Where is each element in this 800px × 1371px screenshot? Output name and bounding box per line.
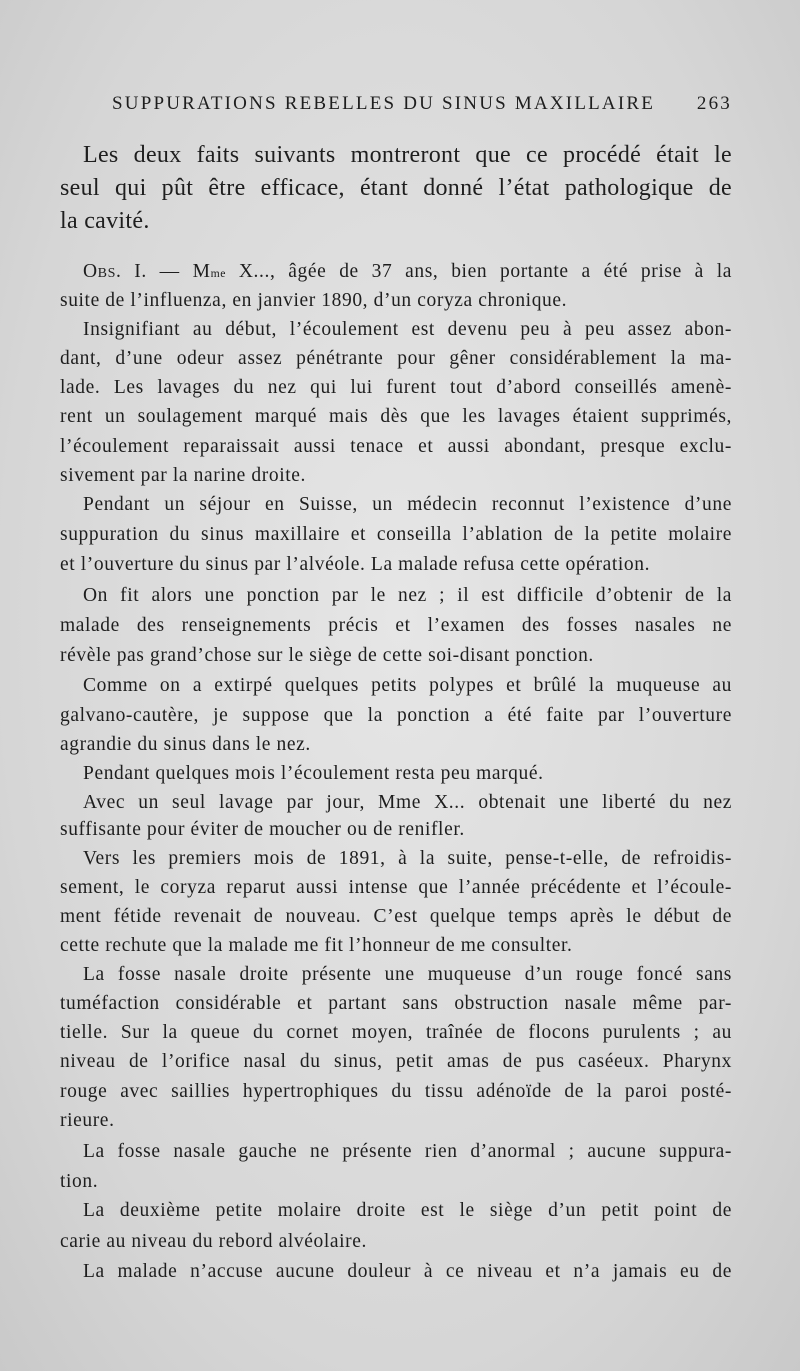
text-line: carie au niveau du rebord alvéolaire. bbox=[60, 1231, 367, 1252]
observation-line: suite de l’influenza, en janvier 1890, d’un coryza chronique. bbox=[60, 290, 568, 311]
running-header bbox=[112, 93, 732, 115]
text-line: sivement par la narine droite. bbox=[60, 465, 306, 486]
observation-first-line: X..., âgée de 37 ans, bien portante a été prise à la bbox=[226, 261, 732, 282]
text-line: Pendant un séjour en Suisse, un médecin reconnut l’existence d’une bbox=[83, 494, 732, 515]
text-line: suppuration du sinus maxillaire et conseilla l’ablation de la petite molaire bbox=[60, 524, 732, 545]
text-line: cette rechute que la malade me fit l’honneur de me consulter. bbox=[60, 935, 573, 956]
text-line: ment fétide revenait de nouveau. C’est quelque temps après le début de bbox=[60, 906, 732, 927]
text-line: suffisante pour éviter de moucher ou de renifler. bbox=[60, 819, 465, 840]
text-line: rent un soulagement marqué mais dès que les lavages étaient supprimés, bbox=[60, 406, 732, 427]
text-line: La fosse nasale droite présente une muqueuse d’un rouge foncé sans bbox=[83, 964, 732, 985]
intro-line: la cavité. bbox=[60, 208, 150, 234]
text-line: rieure. bbox=[60, 1110, 115, 1131]
text-line: tion. bbox=[60, 1171, 99, 1192]
text-line: La malade n’accuse aucune douleur à ce niveau et n’a jamais eu de bbox=[83, 1261, 732, 1282]
observation-heading bbox=[60, 262, 732, 282]
text-line: révèle pas grand’chose sur le siège de cette soi-disant ponction. bbox=[60, 645, 594, 666]
text-line: tuméfaction considérable et partant sans obstruction nasale même par- bbox=[60, 993, 732, 1014]
text-line: rouge avec saillies hypertrophiques du tissu adénoïde de la paroi posté- bbox=[60, 1081, 732, 1102]
text-line: l’écoulement reparaissait aussi tenace et aussi abondant, presque exclu- bbox=[60, 436, 732, 457]
patient-name-sup: me bbox=[210, 267, 227, 280]
text-line: Insignifiant au début, l’écoulement est devenu peu à peu assez abon- bbox=[83, 319, 732, 340]
intro-line: seul qui pût être efficace, étant donné l’état pathologique de bbox=[60, 175, 732, 201]
text-line: La fosse nasale gauche ne présente rien d’anormal ; aucune suppura- bbox=[83, 1141, 732, 1162]
text-line: et l’ouverture du sinus par l’alvéole. La malade refusa cette opération. bbox=[60, 554, 651, 575]
text-line: dant, d’une odeur assez pénétrante pour gêner considérablement la ma- bbox=[60, 348, 732, 369]
observation-label: Obs. I. — bbox=[83, 261, 180, 282]
text-line: tielle. Sur la queue du cornet moyen, traînée de flocons purulents ; au bbox=[60, 1022, 732, 1043]
text-line: malade des renseignements précis et l’examen des fosses nasales ne bbox=[60, 615, 732, 636]
intro-line: Les deux faits suivants montreront que ce procédé était le bbox=[83, 142, 732, 168]
text-line: Vers les premiers mois de 1891, à la suite, pense-t-elle, de refroidis- bbox=[83, 848, 732, 869]
text-line: On fit alors une ponction par le nez ; il est difficile d’obtenir de la bbox=[83, 585, 732, 606]
text-line: sement, le coryza reparut aussi intense que l’année précédente et l’écoule- bbox=[60, 877, 732, 898]
text-line: lade. Les lavages du nez qui lui furent tout d’abord conseillés amenè- bbox=[60, 377, 732, 398]
page-number: 263 bbox=[696, 93, 732, 114]
text-line: Comme on a extirpé quelques petits polypes et brûlé la muqueuse au bbox=[83, 675, 732, 696]
running-title: SUPPURATIONS REBELLES DU SINUS MAXILLAIRE bbox=[112, 93, 656, 114]
text-line: Avec un seul lavage par jour, Mme X... obtenait une liberté du nez bbox=[83, 792, 732, 813]
text-line: niveau de l’orifice nasal du sinus, petit amas de pus caséeux. Pharynx bbox=[60, 1051, 732, 1072]
text-line: galvano-cautère, je suppose que la ponction a été faite par l’ouverture bbox=[60, 705, 732, 726]
text-line: Pendant quelques mois l’écoulement resta peu marqué. bbox=[83, 763, 544, 784]
text-line: agrandie du sinus dans le nez. bbox=[60, 734, 311, 755]
patient-name-prefix: M bbox=[192, 261, 211, 282]
text-line: La deuxième petite molaire droite est le siège d’un petit point de bbox=[83, 1200, 732, 1221]
